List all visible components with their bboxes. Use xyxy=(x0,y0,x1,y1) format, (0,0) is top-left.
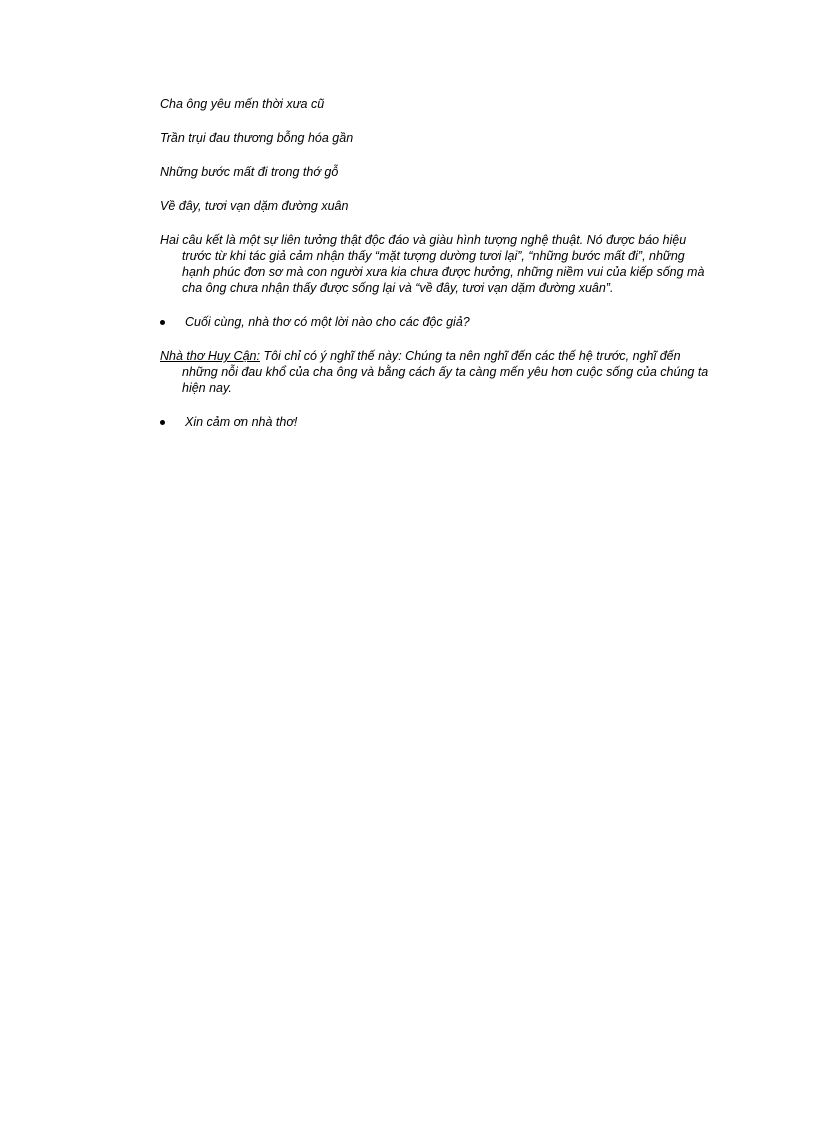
bullet-dot-icon xyxy=(160,420,165,425)
poem-line-2: Trần trụi đau thương bỗng hóa gần xyxy=(160,131,354,145)
poem-line-3: Những bước mất đi trong thớ gỗ xyxy=(160,165,339,179)
document-body xyxy=(160,96,716,448)
poem-line-1: Cha ông yêu mến thời xưa cũ xyxy=(160,97,325,111)
answer-paragraph xyxy=(160,348,716,396)
question-text: Cuối cùng, nhà thơ có một lời nào cho các độc giả? xyxy=(185,315,470,329)
answer-speaker: Nhà thơ Huy Cận: xyxy=(160,349,260,363)
closing-bullet-item xyxy=(160,414,716,430)
closing-text: Xin cảm ơn nhà thơ! xyxy=(185,415,298,429)
poem-line-4: Về đây, tươi vạn dặm đường xuân xyxy=(160,199,349,213)
answer-text: Tôi chỉ có ý nghĩ thế này: Chúng ta nên nghĩ đến các thế hệ trước, nghĩ đến những nỗi đau khổ của cha ông và bằng cách ấy ta càng mến yêu hơn cuộc sống của chúng ta hiện nay. xyxy=(182,349,709,395)
commentary-paragraph: Hai câu kết là một sự liên tưởng thật độc đáo và giàu hình tượng nghệ thuật. Nó được báo hiệu trước từ khi tác giả cảm nhận thấy “mặt tượng dường tươi lại”, “những bước mất đi”, những hạnh phúc đơn sơ mà con người xưa kia chưa được hưởng, những niềm vui của kiếp sống mà cha ông chưa nhận thấy được sống lại và “về đây, tươi vạn dặm đường xuân”. xyxy=(160,233,705,295)
question-bullet-item xyxy=(160,314,716,330)
bullet-dot-icon xyxy=(160,320,165,325)
